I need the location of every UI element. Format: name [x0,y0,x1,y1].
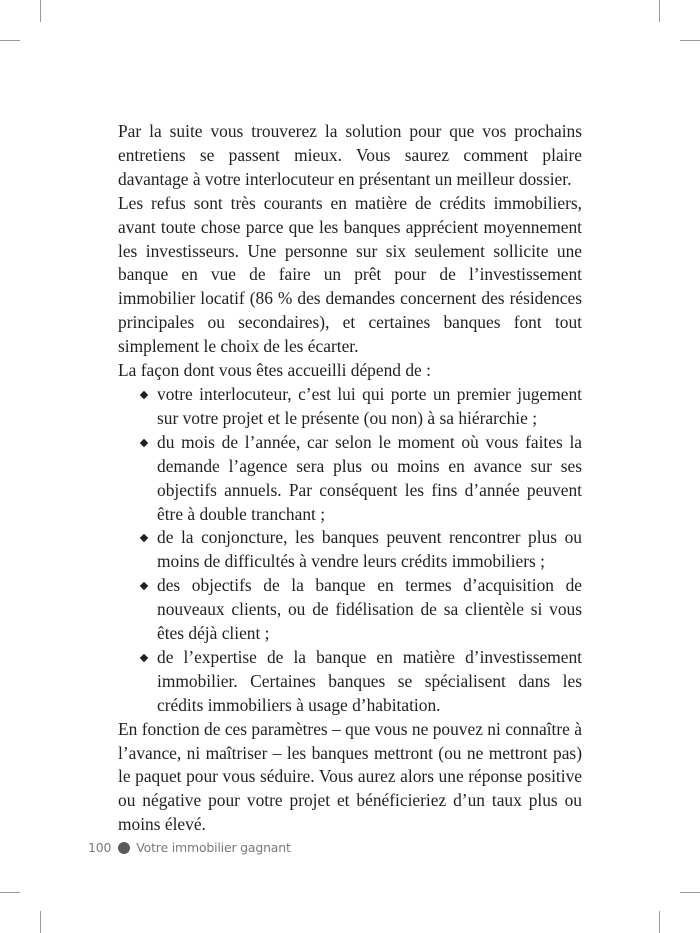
list-item [157,574,582,646]
crop-mark-top-left-horizontal [0,40,20,41]
paragraph-intro: Par la suite vous trouverez la solution pour que vos prochains entretiens se passent mieux. Vous saurez comment plaire davantage à votre interlocuteur en présentant un meilleur dossier. [118,121,582,189]
crop-mark-bottom-left-vertical [40,911,41,933]
crop-mark-bottom-right-vertical [659,911,660,933]
list-item-text: du mois de l’année, car selon le moment où vous faites la demande l’agence sera plus ou moins en avance sur ses objectifs annuels. Par conséquent les fins d’année peuvent être à double tranchant ; [157,431,582,524]
list-item [157,431,582,527]
diamond-bullet-icon [140,654,148,662]
crop-mark-top-right-vertical [659,0,660,22]
list-item-text: de la conjoncture, les banques peuvent rencontrer plus ou moins de difficultés à vendre leurs crédits immobiliers ; [157,527,582,572]
list-item [157,383,582,431]
list-item-text: des objectifs de la banque en termes d’acquisition de nouveaux clients, ou de fidélisation de sa clientèle si vous êtes déjà client ; [157,575,582,644]
list-item-text: votre interlocuteur, c’est lui qui porte un premier jugement sur votre projet et le présente (ou non) à sa hiérarchie ; [157,383,582,428]
circle-separator-icon [118,842,130,854]
page-body [118,120,582,837]
running-title: Votre immobilier gagnant [136,840,291,855]
paragraph-refusals: Les refus sont très courants en matière de crédits immobiliers, avant toute chose parce que les banques apprécient moyennement les investisseurs. Une personne sur six seulement sollicite une banque en vue de faire un prêt pour de l’investissement immobilier locatif (86 % des demandes concernent des résidences principales ou secondaires), et certaines banques font tout simplement le choix de les écarter. [118,192,582,357]
diamond-bullet-icon [140,582,148,590]
list-item [157,526,582,574]
crop-mark-top-right-horizontal [680,40,700,41]
paragraph-conclusion: En fonction de ces paramètres – que vous ne pouvez ni connaître à l’avance, ni maîtriser – les banques mettront (ou ne mettront pas) le paquet pour vous séduire. Vous aurez alors une réponse positive ou négative pour votre projet et bénéficieriez d’un taux plus ou moins élevé. [118,718,582,835]
paragraph-list-intro: La façon dont vous êtes accueilli dépend de : [118,360,431,381]
page-footer [88,840,291,855]
factors-list [118,383,582,718]
crop-mark-top-left-vertical [40,0,41,22]
list-item-text: de l’expertise de la banque en matière d’investissement immobilier. Certaines banques se spécialisent dans les crédits immobiliers à usage d’habitation. [157,646,582,715]
crop-mark-bottom-left-horizontal [0,892,20,893]
diamond-bullet-icon [140,534,148,542]
diamond-bullet-icon [140,439,148,447]
list-item [157,646,582,718]
page-number: 100 [88,840,112,855]
diamond-bullet-icon [140,391,148,399]
crop-mark-bottom-right-horizontal [680,892,700,893]
